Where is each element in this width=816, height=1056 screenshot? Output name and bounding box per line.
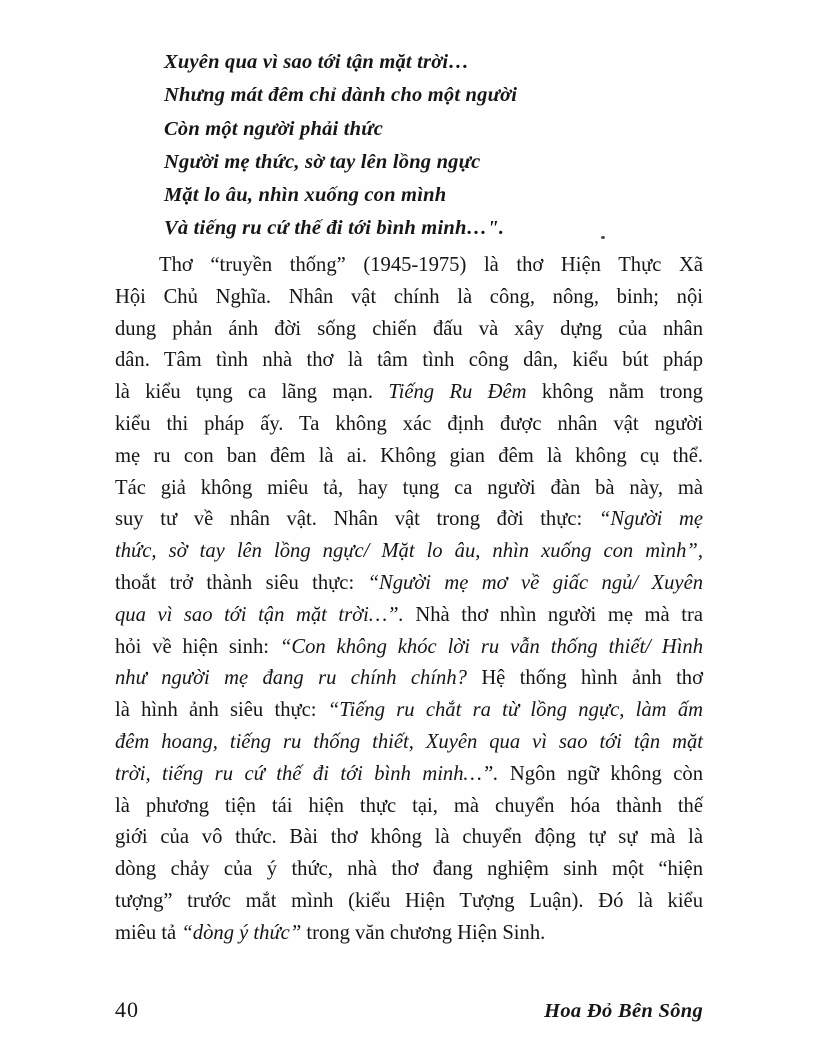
text-run: Tác giả không miêu tả, hay tụng ca người đàn bà này, mà — [115, 476, 703, 499]
text-run: là hình ảnh siêu thực: — [115, 699, 328, 722]
ink-speck — [601, 236, 605, 239]
text-run: suy tư về nhân vật. Nhân vật trong đời thực: — [115, 508, 599, 531]
text-run: dung phản ánh đời sống chiến đấu và xây dựng của nhân — [115, 317, 703, 340]
italic-text-run: “Người mẹ mơ về giấc ngủ/ Xuyên — [367, 571, 704, 594]
paragraph-line — [115, 314, 703, 346]
paragraph — [115, 250, 703, 950]
paragraph-line — [115, 282, 703, 314]
poem-line: Người mẹ thức, sờ tay lên lồng ngực — [164, 150, 481, 173]
paragraph-line — [115, 886, 703, 918]
poem-line: Nhưng mát đêm chỉ dành cho một người — [164, 84, 518, 107]
italic-text-run: “Người mẹ — [598, 508, 703, 531]
text-run: kiểu thi pháp ấy. Ta không xác định được nhân vật người — [115, 412, 703, 435]
text-run: miêu tả — [115, 921, 182, 944]
text-run: Nhà thơ nhìn người mẹ mà tra — [415, 603, 703, 626]
paragraph-line — [115, 918, 703, 950]
page-footer — [115, 997, 703, 1023]
paragraph-line — [115, 632, 703, 664]
text-run: thoắt trở thành siêu thực: — [115, 571, 368, 594]
text-run: Hệ thống hình ảnh thơ — [481, 667, 703, 690]
paragraph-line — [115, 377, 703, 409]
italic-text-run: đêm hoang, tiếng ru thống thiết, Xuyên qua vì sao tới tận mặt — [115, 730, 703, 753]
poem-line: Xuyên qua vì sao tới tận mặt trời… — [164, 51, 470, 73]
paragraph-line — [115, 250, 703, 282]
paragraph-line — [115, 536, 703, 568]
text-run: giới của vô thức. Bài thơ không là chuyển động tự sự mà là — [115, 826, 703, 849]
paragraph-line — [115, 441, 703, 473]
paragraph-line — [115, 473, 703, 505]
text-run: Hội Chủ Nghĩa. Nhân vật chính là công, nông, binh; nội — [115, 285, 703, 308]
text-run: dân. Tâm tình nhà thơ là tâm tình công dân, kiểu bút pháp — [115, 349, 703, 372]
italic-text-run: “dòng ý thức” — [181, 921, 302, 944]
italic-text-run: thức, sờ tay lên lồng ngực/ Mặt lo âu, nhìn xuống con mình”, — [115, 540, 703, 563]
italic-text-run: như người mẹ đang ru chính chính? — [115, 667, 482, 690]
paragraph-line — [115, 727, 703, 759]
text-run: là kiểu tụng ca lãng mạn. — [115, 381, 389, 404]
text-run: hỏi về hiện sinh: — [115, 635, 280, 658]
paragraph-line — [115, 822, 703, 854]
text-run: Thơ “truyền thống” (1945-1975) là thơ Hiện Thực Xã — [159, 254, 703, 276]
paragraph-line — [115, 409, 703, 441]
italic-text-run: Tiếng Ru Đêm — [388, 381, 527, 404]
italic-text-run: “Con không khóc lời ru vẫn thống thiết/ Hình — [279, 635, 703, 658]
paragraph-line — [115, 791, 703, 823]
text-run: mẹ ru con ban đêm là ai. Không gian đêm là không cụ thể. — [115, 444, 703, 467]
text-run: tượng” trước mắt mình (kiểu Hiện Tượng Luận). Đó là kiểu — [115, 889, 703, 912]
paragraph-line — [115, 695, 703, 727]
page-number: 40 — [115, 997, 139, 1022]
text-run: trong văn chương Hiện Sinh. — [301, 921, 546, 944]
poem-line: Mặt lo âu, nhìn xuống con mình — [164, 184, 447, 207]
paragraph-line — [115, 759, 703, 791]
text-run: không nằm trong — [526, 381, 703, 404]
text-run: là phương tiện tái hiện thực tại, mà chuyển hóa thành thế — [115, 794, 703, 817]
text-run: dòng chảy của ý thức, nhà thơ đang nghiệm sinh một “hiện — [115, 858, 703, 881]
poem-line: Còn một người phải thức — [164, 117, 384, 140]
italic-text-run: qua vì sao tới tận mặt trời…”. — [115, 603, 416, 626]
text-run: Ngôn ngữ không còn — [509, 762, 703, 785]
paragraph-line — [115, 568, 703, 600]
poem — [164, 46, 644, 246]
paragraph-line — [115, 663, 703, 695]
book-title: Hoa Đỏ Bên Sông — [544, 1000, 703, 1022]
italic-text-run: “Tiếng ru chắt ra từ lồng ngực, làm ấm — [327, 699, 703, 722]
poem-line: Và tiếng ru cứ thế đi tới bình minh…". — [164, 217, 505, 240]
italic-text-run: trời, tiếng ru cứ thế đi tới bình minh…”. — [115, 762, 510, 785]
paragraph-line — [115, 600, 703, 632]
paragraph-line — [115, 854, 703, 886]
paragraph-line — [115, 345, 703, 377]
paragraph-line — [115, 504, 703, 536]
